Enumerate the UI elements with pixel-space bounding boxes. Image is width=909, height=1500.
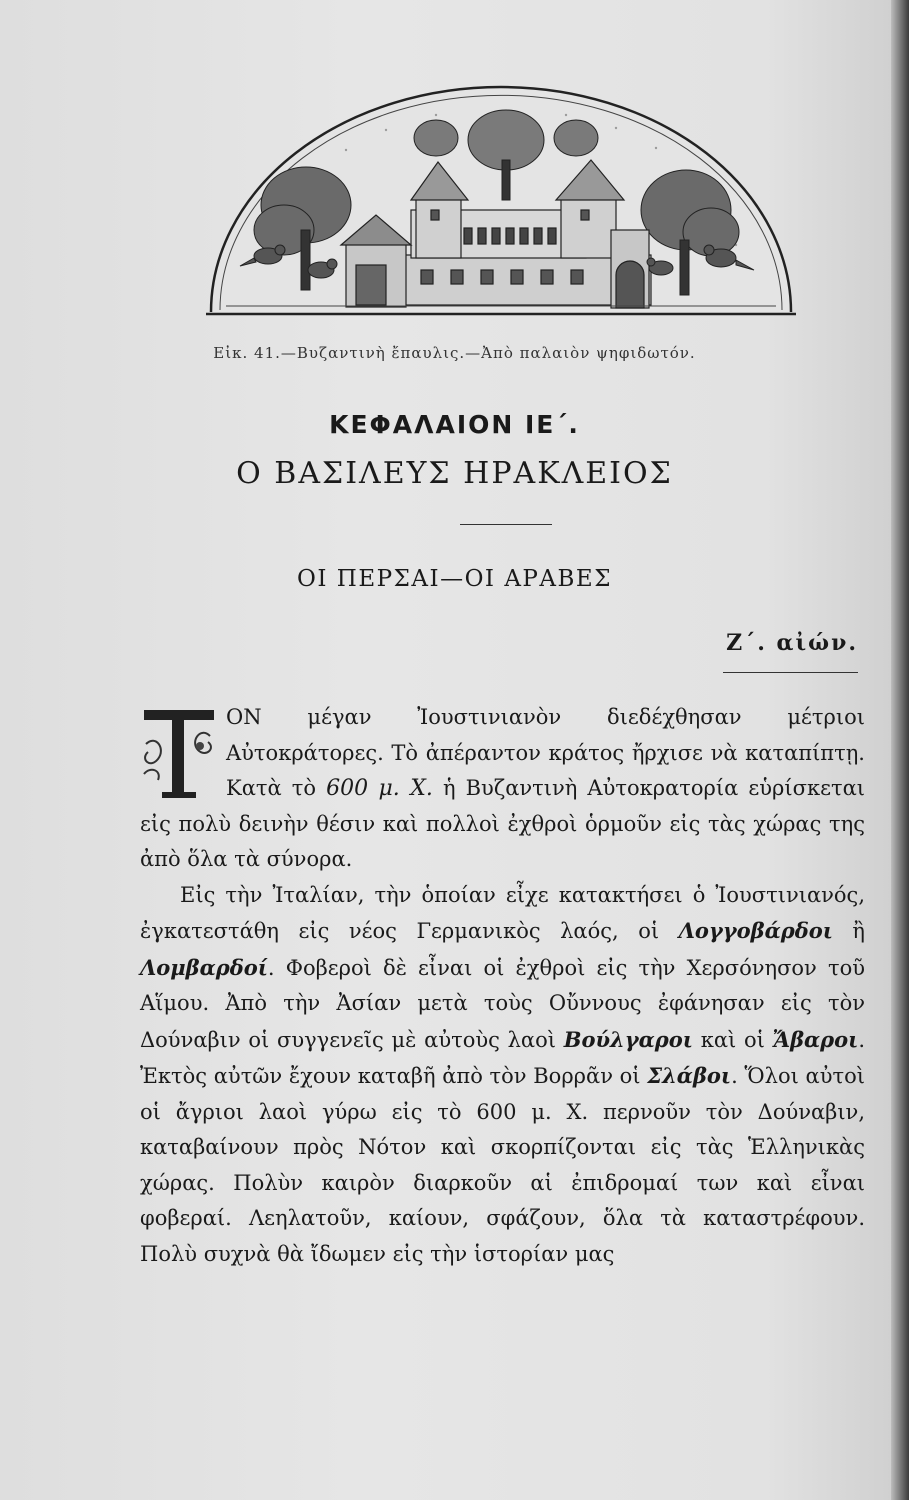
chapter-title: Ο ΒΑΣΙΛΕΥΣ ΗΡΑΚΛΕΙΟΣ — [236, 456, 673, 491]
figure-caption: Εἰκ. 41.—Βυζαντινὴ ἔπαυλις.—Ἀπὸ παλαιὸν ψηφιδωτόν. — [213, 344, 696, 362]
century-label: Ζ΄. αἰών. — [726, 630, 858, 656]
paragraph-1: ΟΝ μέγαν Ἰουστινιανὸν διεδέχθησαν μέτριοι Αὐτοκράτορες. Τὸ ἀπέραντον κράτος ἤρχισε νὰ καταπίπτῃ. Κατὰ τὸ 600 μ. Χ. ἡ Βυζαντινὴ Αὐτοκρατορία εὑρίσκεται εἰς πολὺ δεινὴν θέσιν καὶ πολλοὶ ἐχθροὶ ὁρμοῦν εἰς τὰς χώρας της ἀπὸ ὅλα τὰ σύνορα. — [140, 700, 865, 878]
dropcap-ornament — [136, 704, 220, 804]
chapter-subtitle: ΟΙ ΠΕΡΣΑΙ—ΟΙ ΑΡΑΒΕΣ — [297, 566, 612, 592]
page-spine-shadow — [891, 0, 909, 1500]
paragraph-2: Εἰς τὴν Ἰταλίαν, τὴν ὁποίαν εἶχε κατακτήσει ὁ Ἰουστινιανός, ἐγκατεστάθη εἰς νέος Γερμανικὸς λαός, οἱ Λογγοβάρδοι ἢ Λομβαρδοί. Φοβεροὶ δὲ εἶναι οἱ ἐχθροὶ εἰς τὴν Χερσόνησον τοῦ Αἵμου. Ἀπὸ τὴν Ἀσίαν μετὰ τοὺς Οὔννους ἐφάνησαν εἰς τὸν Δούναβιν οἱ συγγενεῖς μὲ αὐτοὺς λαοὶ Βούλγαροι καὶ οἱ Ἄβαροι. Ἐκτὸς αὐτῶν ἔχουν καταβῆ ἀπὸ τὸν Βορρᾶν οἱ Σλάβοι. Ὅλοι αὐτοὶ οἱ ἄγριοι λαοὶ γύρω εἰς τὸ 600 μ. Χ. περνοῦν τὸν Δούναβιν, καταβαίνουν πρὸς Νότον καὶ σκορπίζονται εἰς τὰς Ἑλληνικὰς χώρας. Πολὺν καιρὸν διαρκοῦν αἱ ἐπιδρομαί των καὶ εἶναι φοβεραί. Λεηλατοῦν, καίουν, σφάζουν, ὅλα τὰ καταστρέφουν. Πολὺ συχνὰ θὰ ἴδωμεν εἰς τὴν ἱστορίαν μας — [140, 882, 865, 1266]
century-underline — [723, 672, 858, 673]
chapter-label: ΚΕΦΑΛΑΙΟΝ ΙΕ΄. — [329, 410, 580, 439]
byzantine-villa-illustration — [206, 80, 796, 320]
body-text — [140, 700, 865, 1272]
title-divider — [460, 524, 552, 525]
